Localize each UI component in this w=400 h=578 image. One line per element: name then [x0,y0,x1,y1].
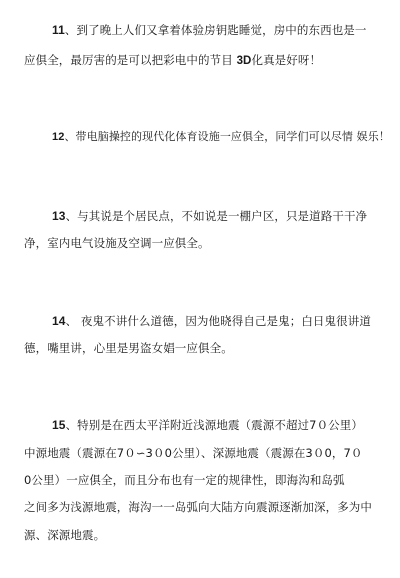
item-text: 之间多为浅源地震，海沟一一岛弧向大陆方向震源逐渐加深，多为中 [24,500,372,514]
paragraph-line [24,236,210,250]
paragraph-line [24,473,345,487]
paragraph-line [52,209,367,223]
item-number: 15 [52,418,66,432]
item-text: 、到了晚上人们又拿着体验房钥匙睡觉，房中的东西也是一 [64,23,367,37]
item-number: 13 [52,209,66,223]
paragraph-line [52,23,367,37]
item-text: 0公里）一应俱全，而且分布也有一定的规律性，即海沟和岛弧 [24,473,345,487]
paragraph-line [24,528,105,542]
item-text-emphasis: 3D [236,55,252,67]
item-text: 、与其说是个居民点，不如说是一棚户区，只是道路干干净 [65,209,368,223]
paragraph-line [24,500,372,514]
item-text: 净，室内电气设施及空调一应俱全。 [24,236,210,250]
item-text: 、特别是在西太平洋附近浅源地震（震源不超过7０公里） [65,418,363,432]
paragraph-line [24,446,362,460]
paragraph-line [24,341,233,355]
paragraph-line [52,130,390,144]
item-text: 、 夜鬼不讲什么道德，因为他晓得自己是鬼；白日鬼很讲道 [65,314,371,328]
paragraph-line [24,53,321,68]
item-number: 11 [52,23,65,37]
item-text: 化真是好呀！ [251,53,322,67]
item-number: 12 [52,131,65,143]
item-text: 源、深源地震。 [24,528,106,542]
item-text: 中源地震（震源在7０∽3０0公里）、深源地震（震源在3０0，7０ [24,446,363,460]
item-text: 应俱全，最厉害的是可以把彩电中的节目 [24,53,237,67]
item-text: 、带电脑操控的现代化体育设施一应俱全，同学们可以尽情 娱乐！ [64,130,390,143]
item-number: 14 [52,314,66,328]
paragraph-line [52,418,363,432]
item-text: 德，嘴里讲，心里是男盗女娼一应俱全。 [24,341,233,355]
paragraph-line [52,314,371,328]
